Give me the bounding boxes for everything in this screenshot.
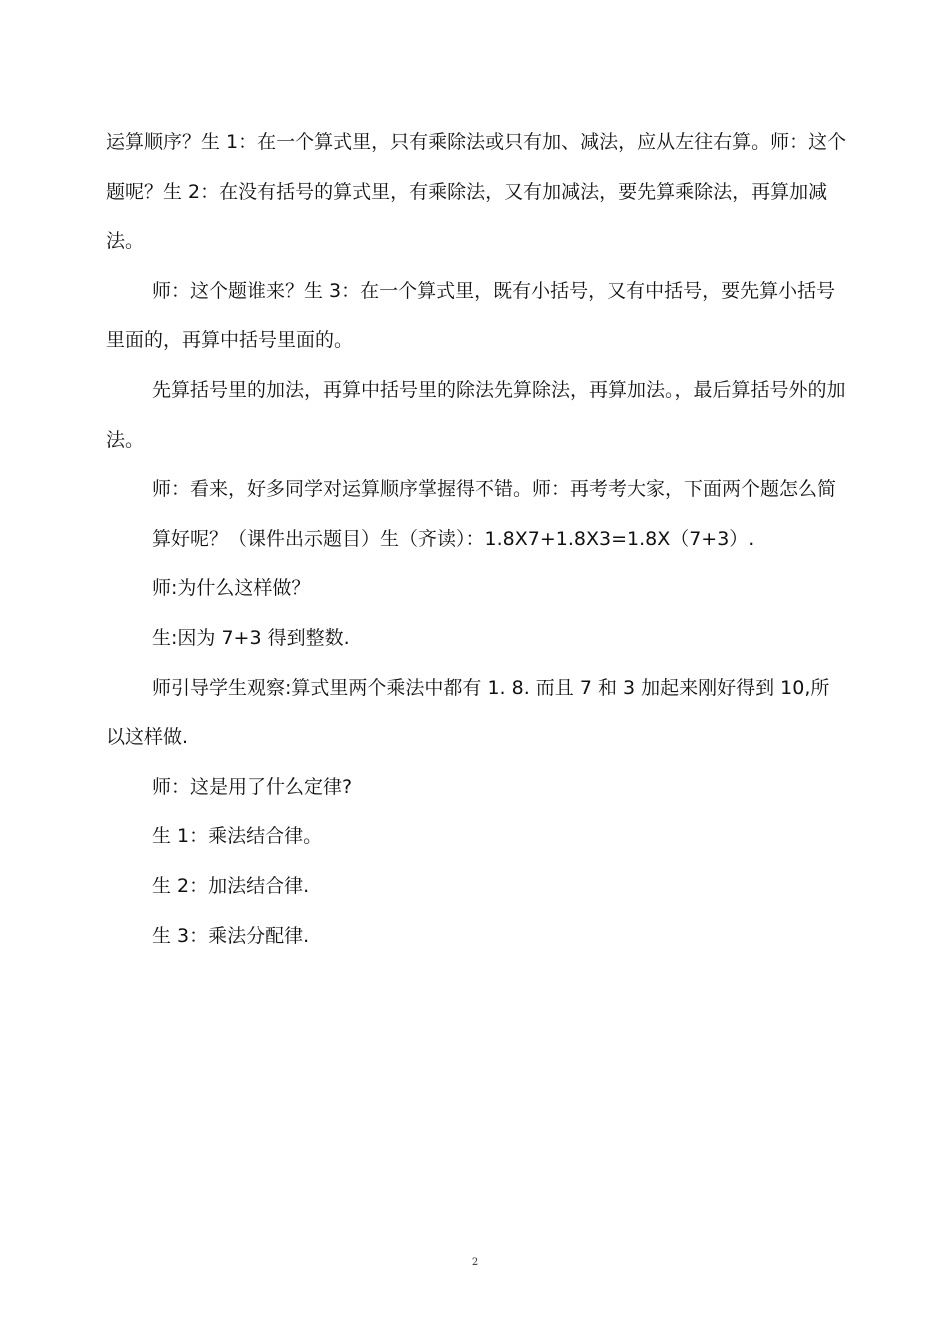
paragraph-10: 生 2：加法结合律. xyxy=(152,874,310,897)
page-number: 2 xyxy=(471,1257,479,1268)
paragraph-1: 运算顺序？生 1：在一个算式里，只有乘除法或只有加、减法，应从左往右算。师：这个题呢？生 2：在没有括号的算式里，有乘除法，又有加减法，要先算乘除法，再算加减法。 xyxy=(106,131,847,253)
document-body xyxy=(106,118,848,961)
paragraph-9: 生 1：乘法结合律。 xyxy=(152,825,323,848)
paragraph-7: 师引导学生观察:算式里两个乘法中都有 1. 8. 而且 7 和 3 加起来刚好得到 10,所以这样做. xyxy=(106,676,830,749)
paragraph-8: 师：这是用了什么定律? xyxy=(152,775,353,798)
paragraph-4: 师：看来，好多同学对运算顺序掌握得不错。师：再考考大家，下面两个题怎么简算好呢？（课件出示题目）生（齐读）：1.8X7+1.8X3=1.8X（7+3）. xyxy=(152,478,837,550)
paragraph-5: 师:为什么这样做？ xyxy=(152,577,311,600)
paragraph-3: 先算括号里的加法，再算中括号里的除法先算除法，再算加法。，最后算括号外的加法。 xyxy=(106,378,846,451)
paragraph-11: 生 3：乘法分配律. xyxy=(152,924,310,947)
paragraph-2: 师：这个题谁来？生 3：在一个算式里，既有小括号，又有中括号，要先算小括号里面的，再算中括号里面的。 xyxy=(106,279,836,352)
paragraph-6: 生:因为 7+3 得到整数. xyxy=(152,626,350,649)
